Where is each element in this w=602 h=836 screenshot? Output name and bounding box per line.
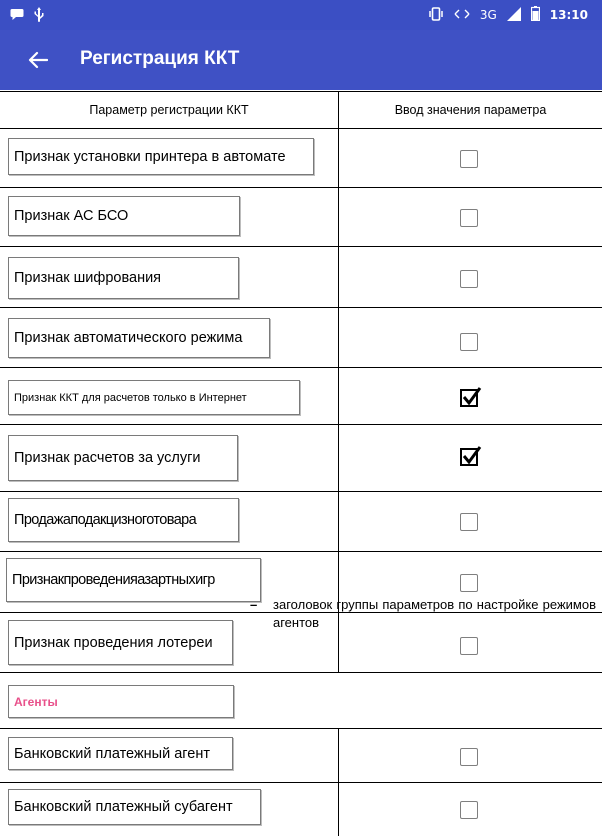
param-label-bank-payment-agent: Банковский платежный агент xyxy=(8,737,233,770)
note-dash: – xyxy=(250,597,258,612)
column-divider xyxy=(338,92,339,672)
row-divider xyxy=(0,187,602,188)
param-label-services: Признак расчетов за услуги xyxy=(8,435,238,481)
back-button[interactable] xyxy=(22,44,54,76)
param-label-bank-payment-subagent: Банковский платежный субагент xyxy=(8,789,261,825)
data-transfer-icon xyxy=(454,8,470,23)
param-label-encryption: Признак шифрования xyxy=(8,257,239,299)
vibrate-icon xyxy=(428,7,444,24)
network-type: 3G xyxy=(479,8,497,22)
checkmark-icon xyxy=(461,445,483,467)
battery-icon xyxy=(531,6,540,24)
status-bar xyxy=(0,0,602,30)
checkbox-bank-payment-agent[interactable] xyxy=(460,748,478,766)
usb-icon xyxy=(34,7,44,25)
signal-icon xyxy=(507,7,521,24)
checkbox-internet-only[interactable] xyxy=(460,389,478,407)
checkbox-as-bso[interactable] xyxy=(460,209,478,227)
param-label-as-bso: Признак АС БСО xyxy=(8,196,240,236)
page-title: Регистрация ККТ xyxy=(80,48,240,69)
param-label-lottery: Признак проведения лотереи xyxy=(8,620,233,665)
checkbox-lottery[interactable] xyxy=(460,637,478,655)
row-divider xyxy=(0,424,602,425)
registration-params-table xyxy=(0,91,602,836)
checkbox-auto-mode[interactable] xyxy=(460,333,478,351)
checkbox-encryption[interactable] xyxy=(460,270,478,288)
checkbox-printer-in-machine[interactable] xyxy=(460,150,478,168)
group-header-note xyxy=(250,596,596,632)
row-divider xyxy=(0,551,602,552)
arrow-left-icon xyxy=(28,51,48,69)
chat-icon xyxy=(10,8,24,24)
row-divider xyxy=(0,672,602,673)
row-divider xyxy=(0,307,602,308)
group-header-agents: Агенты xyxy=(8,685,234,718)
param-label-excise-goods: Продажаподакцизноготовара xyxy=(8,498,239,542)
param-label-printer-in-machine: Признак установки принтера в автомате xyxy=(8,138,314,175)
row-divider xyxy=(0,367,602,368)
checkbox-gambling[interactable] xyxy=(460,574,478,592)
checkbox-bank-payment-subagent[interactable] xyxy=(460,801,478,819)
row-divider xyxy=(0,782,602,783)
row-divider xyxy=(0,491,602,492)
checkmark-icon xyxy=(461,386,483,408)
checkbox-services[interactable] xyxy=(460,448,478,466)
row-divider xyxy=(0,728,602,729)
checkbox-excise-goods[interactable] xyxy=(460,513,478,531)
param-label-auto-mode: Признак автоматического режима xyxy=(8,318,270,358)
column-header-value: Ввод значения параметра xyxy=(394,103,547,117)
column-header-param: Параметр регистрации ККТ xyxy=(89,103,249,117)
param-label-internet-only: Признак ККТ для расчетов только в Интернет xyxy=(8,380,300,415)
app-bar xyxy=(0,30,602,90)
note-text: заголовок группы параметров по настройке режимов агентов xyxy=(273,597,596,630)
row-divider xyxy=(0,128,602,129)
param-label-gambling: Признакпроведенияазартныхигр xyxy=(6,558,261,602)
status-left-icons xyxy=(10,7,44,25)
status-right-icons xyxy=(428,6,588,24)
status-time: 13:10 xyxy=(549,8,588,22)
row-divider xyxy=(0,246,602,247)
